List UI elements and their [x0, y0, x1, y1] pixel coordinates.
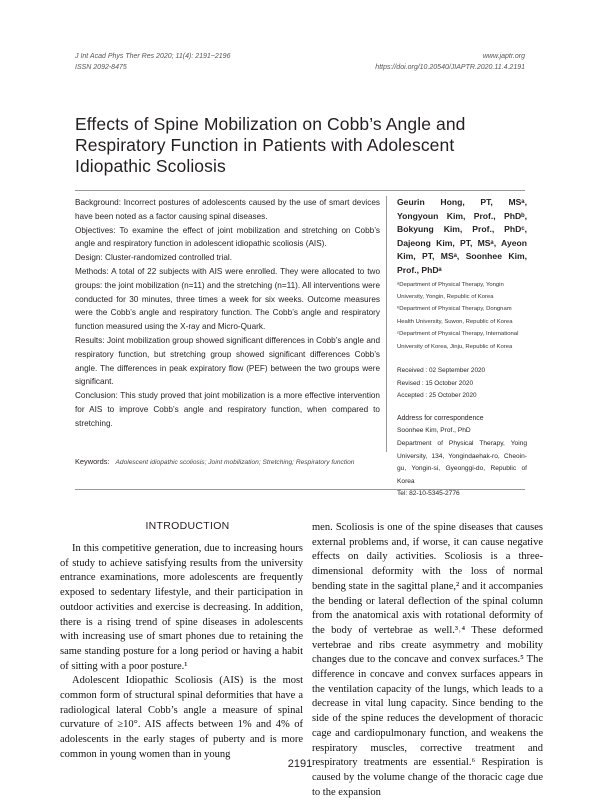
keywords-value: Adolescent idiopathic scoliosis; Joint mobilization; Stretching; Respiratory function — [115, 459, 355, 466]
correspondence-address: Department of Physical Therapy, Yoing University, 134, Yongindaehak-ro, Cheoin-gu, Yongin-si, Gyeonggi-do, Republic of Korea — [397, 439, 527, 485]
correspondence-name: Soonhee Kim, Prof., PhD — [397, 427, 471, 435]
journal-line-1: J Int Acad Phys Ther Res 2020; 11(4): 2191~2196 — [75, 53, 231, 60]
abstract — [75, 196, 380, 431]
article-dates — [397, 365, 527, 403]
date-received: Received : 02 September 2020 — [397, 367, 486, 374]
author-info — [397, 196, 527, 501]
journal-line-2: ISSN 2092-8475 — [75, 64, 127, 71]
affiliation-c: ᶜDepartment of Physical Therapy, International University of Korea, Jinju, Republic of Korea — [397, 331, 519, 350]
journal-doi[interactable]: https://doi.org/10.20540/JIAPTR.2020.11.4.2191 — [375, 64, 525, 71]
abstract-conclusion: Conclusion: This study proved that joint mobilization is a more effective intervention for AIS to improve Cobb’s angle and respiratory function, when compared to stretching. — [75, 391, 380, 428]
header-divider — [75, 190, 525, 191]
correspondence-heading: Address for correspondence — [397, 414, 484, 422]
article-title: Effects of Spine Mobilization on Cobb’s Angle and Respiratory Function in Patients with Adolescent Idiopathic Scoliosis — [75, 114, 466, 176]
intro-paragraph-3: men. Scoliosis is one of the spine diseases that causes external problems and, if worse, it can cause negative effects on daily activities. Scoliosis is a three-dimensional deformity with the loss of normal bending state in the sagittal plane,² and it accompanies the bending or lateral deflection of the spinal column from the anatomical axis with rotational deformity of the body of vertebrae as well.³˒⁴ These deformed vertebrae and ribs create asymmetry and mobility changes due to the concave and convex surfaces.⁵ The difference in concave and convex surfaces appears in the ventilation capacity of the lungs, which leads to a decrease in vital lung capacity. Since bending to the side of the spine reduces the development of thoracic cage and cardiopulmonary function, and weakens the respiratory muscles, corrective treatment and respiratory treatments are essential.⁶ Respiration is caused by the volume change of the thoracic cage due to the expansion — [312, 522, 543, 798]
section-heading-introduction: INTRODUCTION — [145, 520, 230, 532]
abstract-results: Results: Joint mobilization group showed significant differences in Cobb’s angle and respiratory function, but stretching group showed significant differences Cobb’s angle. The differences in peak expiratory flow (PEF) between the two groups were significant. — [75, 335, 380, 387]
journal-site[interactable]: www.japtr.org — [482, 53, 525, 60]
journal-links — [375, 51, 525, 73]
correspondence-tel: Tel: 82-10-5345-2776 — [397, 490, 460, 498]
affiliations — [397, 279, 527, 353]
abstract-bottom-divider — [75, 489, 525, 490]
keywords-label: Keywords: — [75, 457, 110, 466]
page-number: 2191 — [287, 758, 313, 770]
keywords — [75, 455, 380, 470]
intro-paragraph-2: Adolescent Idiopathic Scoliosis (AIS) is the most common form of structural spinal deformities that have a radiological lateral Cobb’s angle a measure of spinal curvature of ≥10°. AIS affects between 1% and 4% of adolescents in the early stages of puberty and is more common in young women than in young — [60, 675, 303, 760]
intro-paragraph-1: In this competitive generation, due to increasing hours of study to achieve satisfying results from the university entrance examinations, more adolescents are frequently exposed to sedentary lifestyle, and their participation in outdoor activities and exercise is decreasing. In addition, there is a rising trend of spine diseases in adolescents with increasing use of smart phones due to retaining the same standing posture for a long period or having a habit of sitting with a poor posture.¹ — [60, 543, 303, 672]
date-revised: Revised : 15 October 2020 — [397, 379, 474, 387]
abstract-design: Design: Cluster-randomized controlled trial. — [75, 253, 232, 263]
affiliation-a: ᵃDepartment of Physical Therapy, Yongin University, Yongin, Republic of Korea — [397, 281, 504, 300]
body-column-left — [60, 542, 303, 763]
affiliation-b: ᵇDepartment of Physical Therapy, Dongnam Health University, Suwon, Republic of Korea — [397, 306, 513, 325]
journal-citation — [75, 51, 230, 73]
abstract-methods: Methods: A total of 22 subjects with AIS were enrolled. They were allocated to two groups: the joint mobilization (n=11) and the stretching (n=11). All interventions were conducted for 30 minutes, three times a week for six weeks. Outcome measures were the Cobb’s angle and respiratory function. The Cobb’s angle and respiratory function measured using the X-ray and Micro-Quark. — [75, 266, 380, 332]
abstract-background: Background: Incorrect postures of adolescents caused by the use of smart devices have been noted as a factor causing spinal diseases. — [75, 198, 380, 221]
correspondence — [397, 413, 527, 501]
column-divider — [386, 196, 387, 452]
date-accepted: Accepted : 25 October 2020 — [397, 392, 477, 400]
abstract-objectives: Objectives: To examine the effect of joint mobilization and stretching on Cobb’s angle and respiratory function in adolescent idiopathic scoliosis (AIS). — [75, 225, 380, 249]
author-list: Geurin Hong, PT, MSᵃ, Yongyoun Kim, Prof., PhDᵇ, Bokyung Kim, Prof., PhDᶜ, Dajeong Kim, PT, MSᵃ, Ayeon Kim, PT, MSᵃ, Soonhee Kim, Prof., PhDᵃ — [397, 197, 527, 275]
